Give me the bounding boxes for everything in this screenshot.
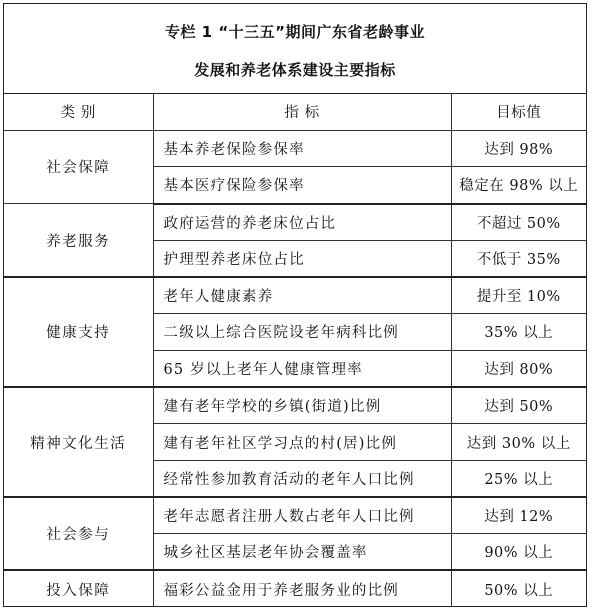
category-cell: 养老服务 [4, 204, 153, 277]
target-cell: 50% 以上 [451, 570, 586, 607]
box-title-line1: 专栏 1 “十三五”期间广东省老龄事业 [164, 23, 426, 41]
indicator-cell: 二级以上综合医院设老年病科比例 [153, 314, 451, 351]
header-indicator: 指 标 [153, 94, 451, 131]
indicator-cell: 福彩公益金用于养老服务业的比例 [153, 570, 451, 607]
category-cell: 社会参与 [4, 497, 153, 570]
target-cell: 达到 50% [451, 387, 586, 424]
target-cell: 不超过 50% [451, 204, 586, 241]
target-cell: 35% 以上 [451, 314, 586, 351]
table-row [4, 204, 586, 241]
target-cell: 达到 80% [451, 350, 586, 387]
indicator-cell: 城乡社区基层老年协会覆盖率 [153, 534, 451, 571]
target-cell: 达到 12% [451, 497, 586, 534]
category-cell: 社会保障 [4, 130, 153, 203]
header-row [4, 94, 586, 131]
category-cell: 健康支持 [4, 277, 153, 387]
target-cell: 达到 30% 以上 [451, 424, 586, 461]
category-cell: 投入保障 [4, 570, 153, 607]
table-row [4, 570, 586, 607]
target-cell: 25% 以上 [451, 460, 586, 497]
target-cell: 提升至 10% [451, 277, 586, 314]
target-cell: 达到 98% [451, 130, 586, 167]
table-row [4, 130, 586, 167]
target-cell: 稳定在 98% 以上 [451, 167, 586, 204]
header-target: 目标值 [451, 94, 586, 131]
indicator-cell: 政府运营的养老床位占比 [153, 204, 451, 241]
table-row [4, 277, 586, 314]
indicator-cell: 经常性参加教育活动的老年人口比例 [153, 460, 451, 497]
table-row [4, 497, 586, 534]
indicator-cell: 65 岁以上老年人健康管理率 [153, 350, 451, 387]
header-category: 类 别 [4, 94, 153, 131]
target-cell: 不低于 35% [451, 240, 586, 277]
indicator-box [3, 3, 587, 607]
indicator-cell: 建有老年社区学习点的村(居)比例 [153, 424, 451, 461]
target-cell: 90% 以上 [451, 534, 586, 571]
category-cell: 精神文化生活 [4, 387, 153, 497]
indicator-table [4, 93, 586, 607]
indicator-cell: 老年志愿者注册人数占老年人口比例 [153, 497, 451, 534]
table-row [4, 387, 586, 424]
indicator-cell: 建有老年学校的乡镇(街道)比例 [153, 387, 451, 424]
indicator-cell: 基本养老保险参保率 [153, 130, 451, 167]
indicator-cell: 老年人健康素养 [153, 277, 451, 314]
indicator-cell: 基本医疗保险参保率 [153, 167, 451, 204]
box-title-line2: 发展和养老体系建设主要指标 [194, 61, 396, 79]
indicator-cell: 护理型养老床位占比 [153, 240, 451, 277]
